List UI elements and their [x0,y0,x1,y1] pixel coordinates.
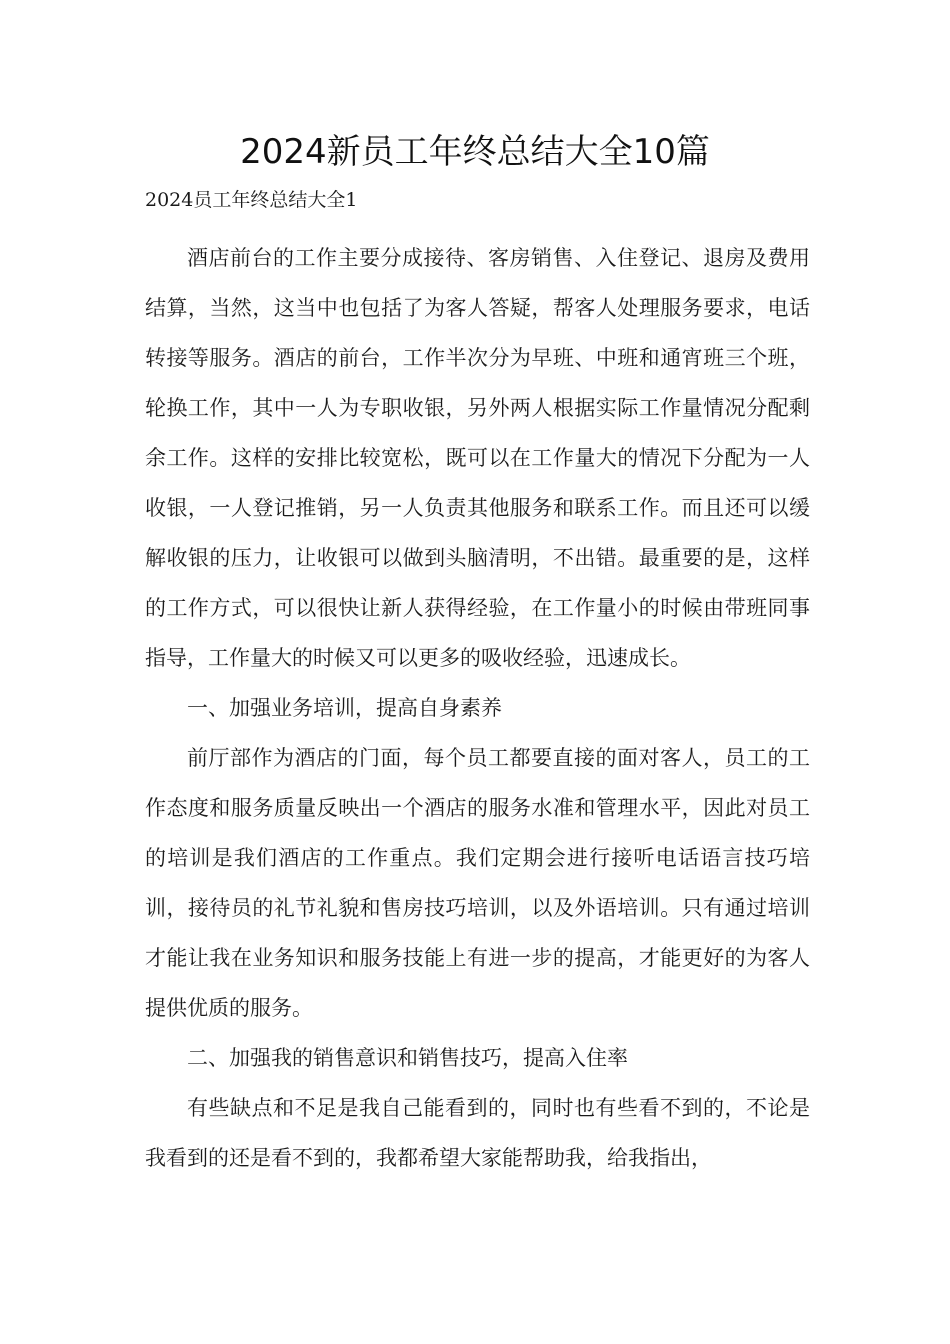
paragraph-sales: 有些缺点和不足是我自己能看到的，同时也有些看不到的，不论是我看到的还是看不到的，我都希望大家能帮助我，给我指出， [145,1096,810,1170]
document-body [145,183,810,1183]
section-heading-training: 一、加强业务培训，提高自身素养 [187,696,502,720]
section-subtitle: 2024员工年终总结大全1 [145,189,358,211]
paragraph-intro: 酒店前台的工作主要分成接待、客房销售、入住登记、退房及费用结算，当然，这当中也包括了为客人答疑，帮客人处理服务要求，电话转接等服务。酒店的前台，工作半次分为早班、中班和通宵班三个班，轮换工作，其中一人为专职收银，另外两人根据实际工作量情况分配剩余工作。这样的安排比较宽松，既可以在工作量大的情况下分配为一人收银，一人登记推销，另一人负责其他服务和联系工作。而且还可以缓解收银的压力，让收银可以做到头脑清明，不出错。最重要的是，这样的工作方式，可以很快让新人获得经验，在工作量小的时候由带班同事指导，工作量大的时候又可以更多的吸收经验，迅速成长。 [145,246,810,670]
paragraph-training: 前厅部作为酒店的门面，每个员工都要直接的面对客人，员工的工作态度和服务质量反映出一个酒店的服务水准和管理水平，因此对员工的培训是我们酒店的工作重点。我们定期会进行接听电话语言技巧培训，接待员的礼节礼貌和售房技巧培训，以及外语培训。只有通过培训才能让我在业务知识和服务技能上有进一步的提高，才能更好的为客人提供优质的服务。 [145,746,810,1020]
section-heading-sales: 二、加强我的销售意识和销售技巧，提高入住率 [187,1046,628,1070]
document-title: 2024新员工年终总结大全10篇 [240,132,710,172]
